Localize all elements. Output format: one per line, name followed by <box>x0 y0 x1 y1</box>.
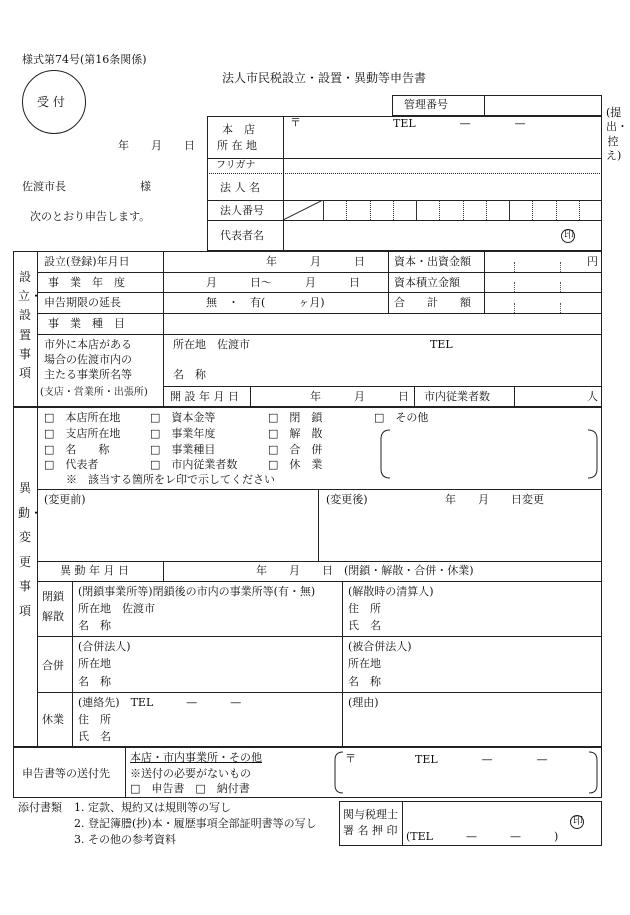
corp-number-slash-cell <box>283 200 323 220</box>
setup-section-label: 設立・設置事項 <box>18 270 43 380</box>
after-date[interactable]: 年 月 日変更 <box>445 493 544 506</box>
before-field[interactable] <box>40 508 315 558</box>
rep-label: 代表者名 <box>220 229 264 242</box>
bracket-shape <box>380 429 598 479</box>
statement: 次のとおり申告します。 <box>30 210 151 223</box>
corp-number-digit-cell[interactable] <box>579 200 602 220</box>
corp-number-digits[interactable] <box>323 200 602 220</box>
corp-number-digit-cell[interactable] <box>556 200 579 220</box>
other-bracket[interactable] <box>380 429 598 479</box>
corp-number-label: 法人番号 <box>220 204 264 217</box>
reception-stamp-label: 受 付 <box>37 95 65 109</box>
mgmt-number-field[interactable] <box>486 97 600 114</box>
corp-number-digit-cell[interactable] <box>416 200 439 220</box>
liquidator-name[interactable]: 氏 名 <box>348 619 381 632</box>
after-field[interactable] <box>322 508 598 558</box>
office-name[interactable]: 名 称 <box>173 368 206 381</box>
liquidator-address[interactable]: 住 所 <box>348 602 381 615</box>
corp-name-field[interactable] <box>286 176 598 198</box>
tax-seal-circle <box>570 815 584 829</box>
liquidator-label: (解散時の清算人) <box>348 585 434 598</box>
attachments-label: 添付書類 <box>18 801 62 814</box>
corp-number-digit-cell[interactable] <box>346 200 369 220</box>
tax-accountant-sign-field[interactable] <box>405 804 555 826</box>
merger-label: 合併 <box>42 659 64 672</box>
closure-name[interactable]: 名 称 <box>78 619 111 632</box>
rep-name-field[interactable] <box>286 223 556 247</box>
open-date-label: 開 設 年 月 日 <box>170 390 239 403</box>
corp-number-digit-cell[interactable] <box>463 200 486 220</box>
closure-label-1: 閉鎖 <box>42 590 64 603</box>
change-date-label: 異 動 年 月 日 <box>60 564 129 577</box>
form-number: 様式第74号(第16条関係) <box>22 53 147 66</box>
corp-number-digit-cell[interactable] <box>439 200 462 220</box>
business-type-label: 事 業 種 目 <box>48 317 125 330</box>
closure-office: (閉鎖事業所等)閉鎖後の市内の事業所等(有・無) <box>78 585 316 598</box>
cb-representative[interactable]: □ 代表者 <box>44 458 99 471</box>
office-label-2: 場合の佐渡市内の <box>44 353 132 366</box>
tax-accountant-label-1: 関与税理士 <box>343 808 398 821</box>
corp-name-label: 法 人 名 <box>220 181 260 194</box>
extension-label: 申告期限の延長 <box>44 296 121 309</box>
cb-branch-address[interactable]: □ 支店所在地 <box>44 427 121 440</box>
total-label: 合 計 額 <box>394 296 471 309</box>
cb-employees[interactable]: □ 市内従業者数 <box>150 458 238 471</box>
closure-address[interactable]: 所在地 佐渡市 <box>78 602 155 615</box>
capital-label: 資本・出資金額 <box>394 255 471 268</box>
send-options[interactable]: 本店・市内事業所・その他 <box>130 751 262 764</box>
office-address[interactable]: 所在地 佐渡市 <box>173 338 250 351</box>
merging-name[interactable]: 名 称 <box>78 675 111 688</box>
cb-closure[interactable]: □ 閉 鎖 <box>268 411 323 424</box>
slash-mark <box>283 200 323 220</box>
business-type-field[interactable] <box>166 316 598 332</box>
merging-address[interactable]: 所在地 <box>78 657 111 670</box>
person-unit: 人 <box>587 390 598 403</box>
cb-suspension[interactable]: □ 休 業 <box>268 458 323 471</box>
addressee: 佐渡市長 <box>22 180 66 193</box>
tax-accountant-tel[interactable]: (TEL — — ) <box>406 830 559 843</box>
contact-address[interactable]: 住 所 <box>78 713 111 726</box>
corp-number-digit-cell[interactable] <box>532 200 555 220</box>
reason-label: (理由) <box>348 696 379 709</box>
open-date-value[interactable]: 年 月 日 <box>310 390 409 403</box>
cb-business-type[interactable]: □ 事業種目 <box>150 443 216 456</box>
date-line: 年 月 日 <box>118 139 195 152</box>
form-title: 法人市民税設立・設置・異動等申告書 <box>222 71 427 85</box>
send-tel-line: TEL — — <box>415 753 548 766</box>
contact-name[interactable]: 氏 名 <box>78 730 111 743</box>
hq-tel-line: TEL — — <box>393 117 526 130</box>
reserve-label: 資本積立金額 <box>394 276 460 289</box>
side-note: (提出・控え) <box>606 106 628 162</box>
honorific: 様 <box>140 180 151 193</box>
cb-other[interactable]: □ その他 <box>374 411 429 424</box>
corp-number-digit-cell[interactable] <box>486 200 509 220</box>
send-postal-mark: 〒 <box>345 752 356 765</box>
change-date-value[interactable]: 年 月 日 (閉鎖・解散・合併・休業) <box>256 564 474 577</box>
employees-label: 市内従業者数 <box>424 390 490 403</box>
seal-circle <box>561 229 575 243</box>
fiscal-year-label: 事 業 年 度 <box>48 276 125 289</box>
after-label: (変更後) <box>326 493 368 506</box>
reason-field[interactable] <box>346 711 598 744</box>
send-not-needed: ※送付の必要がないもの <box>130 767 251 780</box>
est-date-label: 設立(登録)年月日 <box>44 255 130 268</box>
merging-corp-label: (合併法人) <box>78 640 131 653</box>
tax-accountant-label-2: 署 名 押 印 <box>343 824 398 837</box>
attachment-item-2: 2. 登記簿謄(抄)本・履歴事項全部証明書等の写し <box>74 817 317 830</box>
tax-seal-mark: 印 <box>573 816 583 827</box>
check-note: ※ 該当する箇所をレ印で示してください <box>66 473 275 486</box>
merged-corp-label: (被合併法人) <box>348 640 412 653</box>
office-label-3: 主たる事業所名等 <box>44 368 132 381</box>
hq-address-field[interactable] <box>286 130 598 156</box>
attachment-item-1: 1. 定款、規約又は規則等の写し <box>74 801 231 814</box>
merged-name[interactable]: 名 称 <box>348 675 381 688</box>
hq-label-2: 所 在 地 <box>217 139 257 152</box>
corp-number-digit-cell[interactable] <box>393 200 416 220</box>
seal-mark: 印 <box>564 230 574 241</box>
yen-unit: 円 <box>587 255 598 268</box>
cb-fiscal-year[interactable]: □ 事業年度 <box>150 427 216 440</box>
est-date-value[interactable]: 年 月 日 <box>266 255 365 268</box>
send-label: 申告書等の送付先 <box>22 767 110 780</box>
furigana-field[interactable] <box>286 160 598 172</box>
contact-tel[interactable]: (連絡先) TEL — — <box>78 696 242 709</box>
suspension-label: 休業 <box>42 713 64 726</box>
cb-dissolution[interactable]: □ 解 散 <box>268 427 323 440</box>
furigana-label: フリガナ <box>216 160 256 171</box>
closure-label-2: 解散 <box>42 610 64 623</box>
before-label: (変更前) <box>44 493 86 506</box>
corp-number-digit-cell[interactable] <box>323 200 346 220</box>
send-items[interactable]: □ 申告書 □ 納付書 <box>130 782 250 795</box>
office-tel[interactable]: TEL <box>430 338 453 351</box>
cb-merger[interactable]: □ 合 併 <box>268 443 323 456</box>
hq-label-1: 本 店 <box>222 123 255 136</box>
corp-number-digit-cell[interactable] <box>509 200 532 220</box>
fiscal-year-value[interactable]: 月 日～ 月 日 <box>206 276 360 289</box>
office-label-4: (支店・営業所・出張所) <box>40 387 148 398</box>
reception-stamp-circle <box>22 70 86 134</box>
cb-hq-address[interactable]: □ 本店所在地 <box>44 411 121 424</box>
postal-mark: 〒 <box>290 116 301 129</box>
mgmt-number-label: 管理番号 <box>404 98 448 111</box>
office-label-1: 市外に本店がある <box>44 338 132 351</box>
cb-capital[interactable]: □ 資本金等 <box>150 411 216 424</box>
corp-number-digit-cell[interactable] <box>370 200 393 220</box>
merged-address[interactable]: 所在地 <box>348 657 381 670</box>
extension-value[interactable]: 無 ・ 有( ヶ月) <box>206 296 325 309</box>
change-section-label: 異動・変更事項 <box>18 481 43 618</box>
attachment-item-3: 3. その他の参考資料 <box>74 833 176 846</box>
cb-name[interactable]: □ 名 称 <box>44 443 110 456</box>
